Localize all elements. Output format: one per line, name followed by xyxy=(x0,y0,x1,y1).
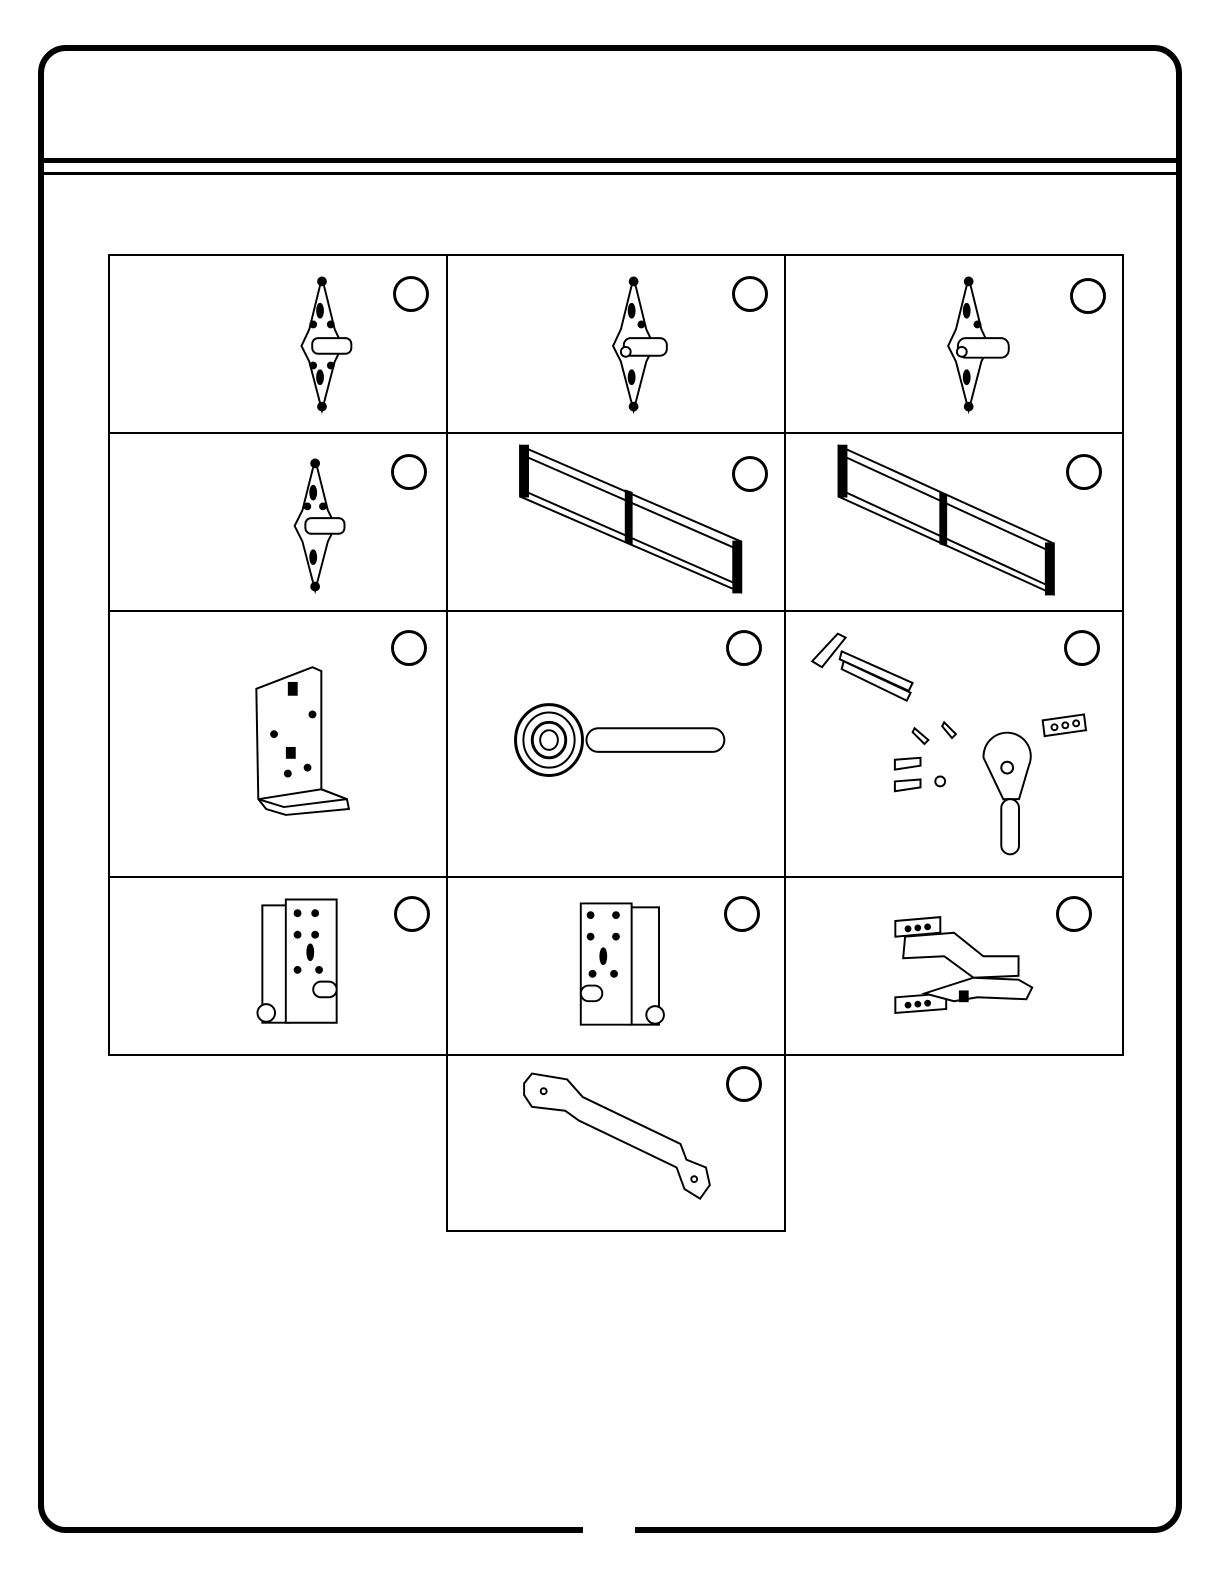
part-cell-hinge-1 xyxy=(108,254,448,434)
part-number-circle xyxy=(732,276,768,312)
hinge-icon xyxy=(786,256,1122,432)
part-number-circle xyxy=(393,276,429,312)
part-number-circle xyxy=(1066,454,1102,490)
part-number-circle xyxy=(391,454,427,490)
part-number-circle xyxy=(1056,896,1092,932)
header-rule-thin xyxy=(44,172,1176,175)
header-rule-thick xyxy=(44,158,1176,163)
part-cell-strut-b xyxy=(784,432,1124,612)
part-number-circle xyxy=(724,896,760,932)
part-number-circle xyxy=(394,896,430,932)
part-cell-lock-kit xyxy=(784,610,1124,878)
footer-gap xyxy=(583,1520,635,1540)
part-number-circle xyxy=(391,630,427,666)
strut-icon xyxy=(448,434,784,610)
part-cell-bottom-bracket-right xyxy=(446,876,786,1056)
hinge-icon xyxy=(448,256,784,432)
part-cell-angle-bracket xyxy=(108,610,448,878)
part-number-circle xyxy=(1064,630,1100,666)
part-cell-top-bracket xyxy=(784,876,1124,1056)
part-cell-hinge-3 xyxy=(784,254,1124,434)
part-cell-roller xyxy=(446,610,786,878)
part-cell-hinge-2 xyxy=(446,254,786,434)
part-cell-door-arm xyxy=(446,1054,786,1232)
parts-grid xyxy=(108,254,1138,1244)
part-number-circle xyxy=(732,456,768,492)
part-cell-bottom-bracket-left xyxy=(108,876,448,1056)
part-number-circle xyxy=(726,630,762,666)
part-number-circle xyxy=(1070,278,1106,314)
part-number-circle xyxy=(726,1066,762,1102)
part-cell-hinge-4 xyxy=(108,432,448,612)
part-cell-strut-a xyxy=(446,432,786,612)
